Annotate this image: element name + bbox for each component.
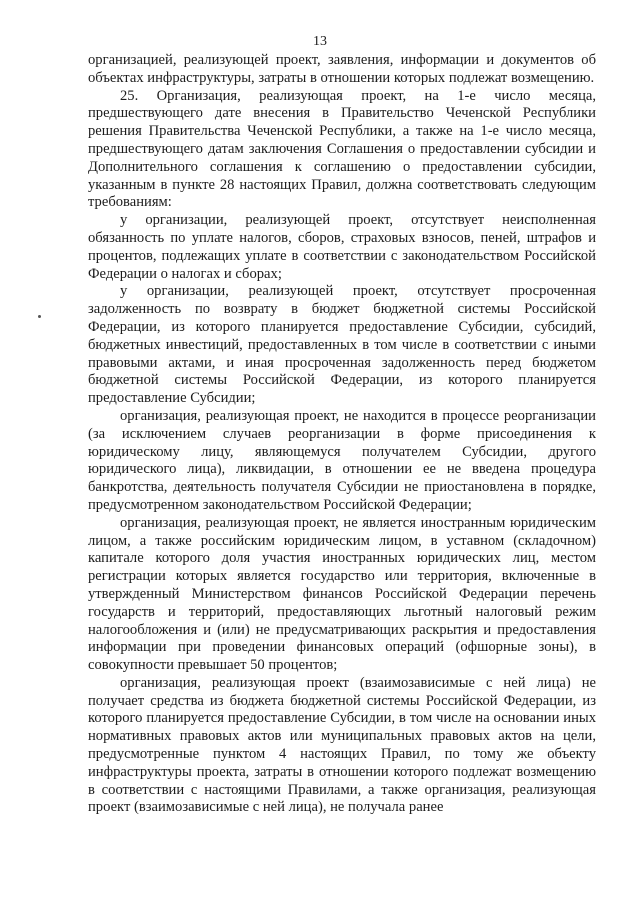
paragraph-clause-25: 25. Организация, реализующая проект, на 1-е число месяца, предшествующего дате внесения в Правительство Чеченской Республики решения Правительства Чеченской Республики, а также на 1-е число месяца, предшествующего датам заключения Соглашения о предоставлении субсидии и Дополнительного соглашения к соглашению о предоставлении субсидии, указанным в пункте 28 настоящих Правил, должна соответствовать следующим требованиям: (88, 87, 596, 211)
paragraph-requirement-foreign-entity: организация, реализующая проект, не является иностранным юридическим лицом, а также российским юридическим лицом, в уставном (складочном) капитале которого доля участия иностранных юридических лиц, местом регистрации которых является государство или территория, включенные в утвержденный Министерством финансов Российской Федерации перечень государств и территорий, предоставляющих льготный налоговый режим налогообложения и (или) не предусматривающих раскрытия и предоставления информации при проведении финансовых операций (офшорные зоны), в совокупности превышает 50 процентов; (88, 514, 596, 674)
paragraph-requirement-no-other-funds: организация, реализующая проект (взаимозависимые с ней лица) не получает средства из бюджета бюджетной системы Российской Федерации, из которого планируется предоставление Субсидии, в том числе на основании иных нормативных правовых актов или муниципальных правовых актов на цели, предусмотренные пунктом 4 настоящих Правил, по тому же объекту инфраструктуры проекта, затраты в отношении которого подлежат возмещению в соответствии с настоящими Правилами, а также организация, реализующая проект (взаимозависимые с ней лица), не получала ранее (88, 674, 596, 816)
paragraph-requirement-debt: у организации, реализующей проект, отсутствует просроченная задолженность по возврату в бюджет бюджетной системы Российской Федерации, из которого планируется предоставление Субсидии, субсидий, бюджетных инвестиций, предоставленных в том числе в соответствии с иными правовыми актами, и иная просроченная задолженность перед бюджетом бюджетной системы Российской Федерации, из которого планируется предоставление Субсидии; (88, 283, 596, 407)
paragraph-requirement-taxes: у организации, реализующей проект, отсутствует неисполненная обязанность по уплате налогов, сборов, страховых взносов, пеней, штрафов и процентов, подлежащих уплате в соответствии с законодательством Российской Федерации о налогах и сборах; (88, 212, 596, 282)
page-number: 13 (313, 34, 327, 49)
document-body (88, 52, 596, 817)
paragraph-requirement-reorganization: организация, реализующая проект, не находится в процессе реорганизации (за исключением случаев реорганизации в форме присоединения к юридическому лицу, являющемуся получателем Субсидии, другого юридического лица), ликвидации, в отношении ее не введена процедура банкротства, деятельность получателя Субсидии не приостановлена в порядке, предусмотренном законодательством Российской Федерации; (88, 407, 596, 513)
paragraph-continuation: организацией, реализующей проект, заявления, информации и документов об объектах инфраструктуры, затраты в отношении которых подлежат возмещению. (88, 52, 596, 86)
margin-mark (38, 315, 41, 318)
